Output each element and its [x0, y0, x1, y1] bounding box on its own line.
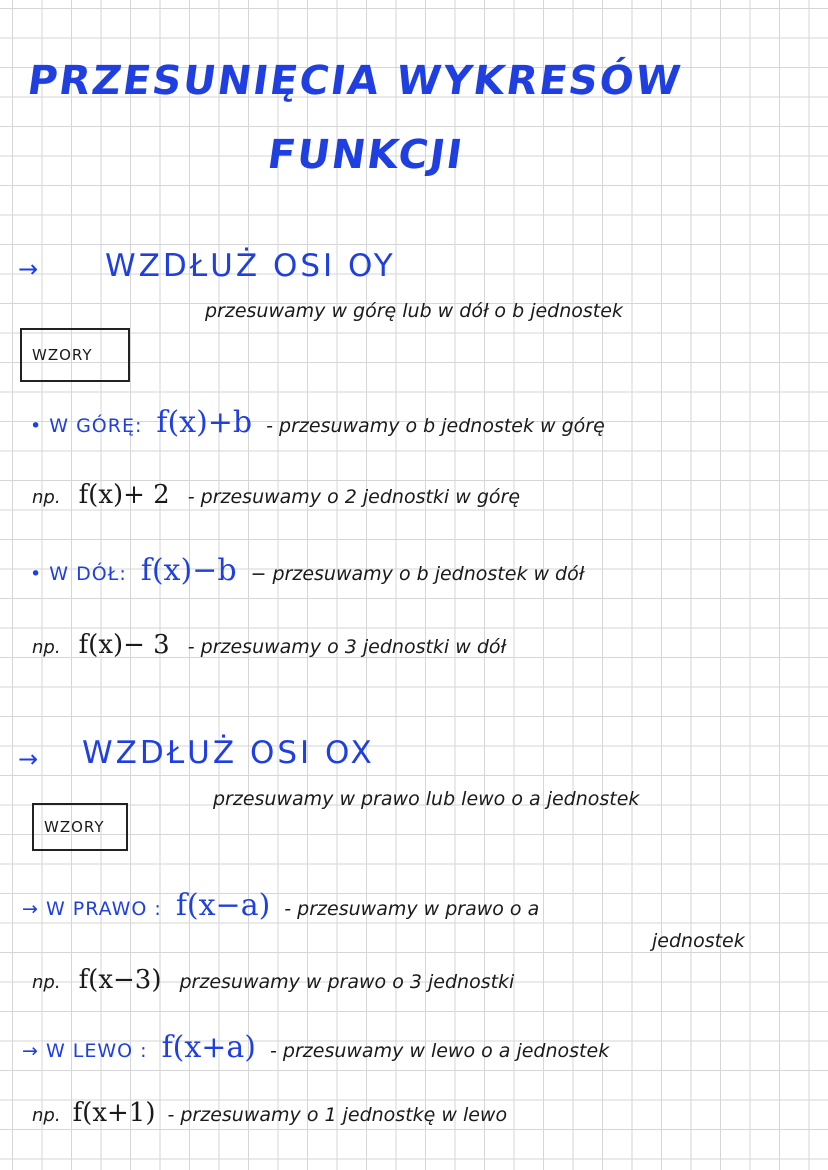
example-left [32, 1098, 507, 1128]
example-prefix: np. [32, 1105, 61, 1126]
example-description: przesuwamy w prawo o 3 jednostki [179, 971, 515, 993]
rule-description-continued: jednostek [652, 930, 745, 952]
example-formula: f(x)− 3 [78, 630, 170, 660]
example-down [32, 630, 506, 660]
rule-label: • W DÓŁ: [30, 563, 127, 585]
example-up [32, 480, 520, 510]
example-prefix: np. [32, 972, 61, 993]
arrow-icon: → [18, 745, 39, 773]
formulas-box-label: WZORY [44, 818, 105, 836]
example-prefix: np. [32, 637, 61, 658]
rule-right [22, 888, 539, 923]
arrow-icon: → [18, 255, 39, 283]
rule-left [22, 1030, 609, 1065]
formulas-box-ox [32, 803, 128, 851]
formulas-box-label: WZORY [32, 346, 93, 364]
rule-label: → W PRAWO : [22, 898, 162, 920]
rule-formula: f(x)+b [156, 405, 253, 440]
example-formula: f(x)+ 2 [78, 480, 170, 510]
example-description: - przesuwamy o 3 jednostki w dół [187, 636, 506, 658]
section-heading-ox: WZDŁUŻ OSI OX [82, 735, 375, 771]
example-formula: f(x−3) [78, 965, 162, 995]
formulas-box-oy [20, 328, 130, 382]
rule-up [30, 405, 605, 440]
example-description: - przesuwamy o 1 jednostkę w lewo [167, 1104, 508, 1126]
page-title-line2: FUNKCJI [264, 132, 467, 178]
example-prefix: np. [32, 487, 61, 508]
rule-description: - przesuwamy w lewo o a jednostek [270, 1040, 610, 1062]
page-title-line1: PRZESUNIĘCIA WYKRESÓW [24, 58, 685, 104]
example-right [32, 965, 514, 995]
rule-description: - przesuwamy w prawo o a [284, 898, 540, 920]
rule-label: → W LEWO : [22, 1040, 148, 1062]
rule-formula: f(x)−b [140, 553, 237, 588]
section-subtitle-oy: przesuwamy w górę lub w dół o b jednostek [205, 300, 623, 322]
rule-description: − przesuwamy o b jednostek w dół [250, 563, 585, 585]
example-description: - przesuwamy o 2 jednostki w górę [187, 486, 521, 508]
rule-description: - przesuwamy o b jednostek w górę [266, 415, 605, 437]
rule-formula: f(x−a) [175, 888, 271, 923]
rule-label: • W GÓRĘ: [30, 415, 143, 437]
example-formula: f(x+1) [72, 1098, 156, 1128]
section-subtitle-ox: przesuwamy w prawo lub lewo o a jednostek [213, 788, 640, 810]
rule-formula: f(x+a) [161, 1030, 257, 1065]
section-heading-oy: WZDŁUŻ OSI OY [105, 248, 396, 284]
rule-down [30, 553, 584, 588]
